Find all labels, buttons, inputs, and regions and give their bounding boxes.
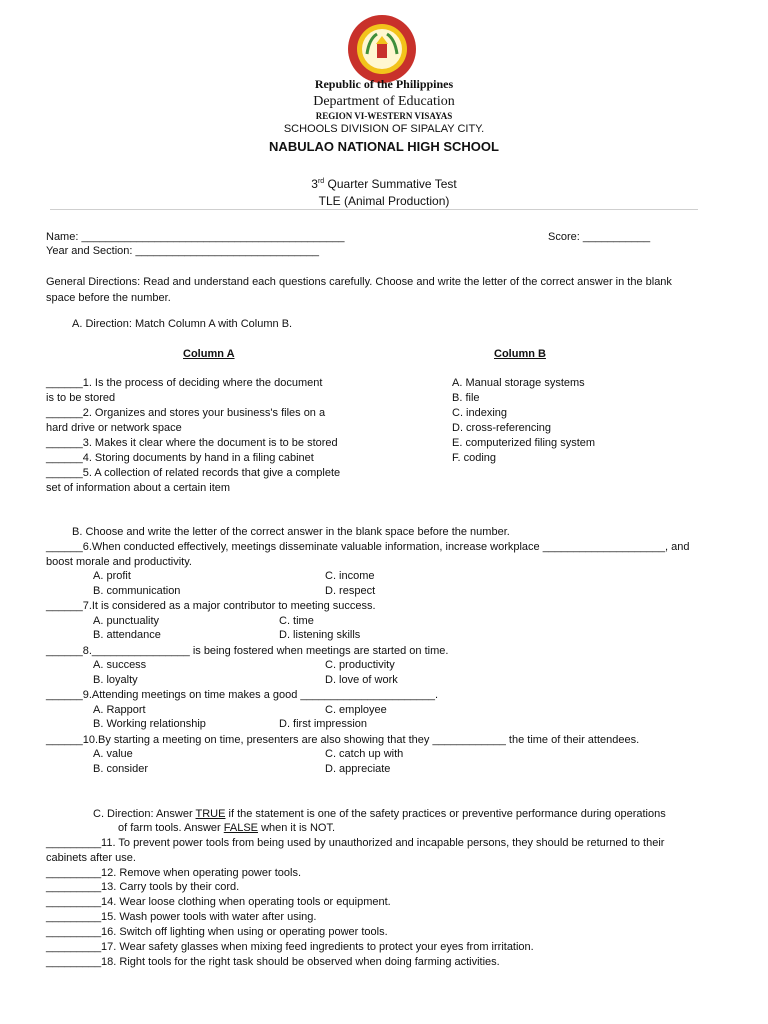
choice: B. loyalty <box>93 674 138 686</box>
col-b-line: A. Manual storage systems <box>452 377 585 389</box>
choice: D. appreciate <box>325 763 391 775</box>
choice: C. productivity <box>325 659 395 671</box>
statement-item: _________17. Wear safety glasses when mixing feed ingredients to protect your eyes from irritation. <box>46 941 534 953</box>
header-divider <box>50 209 698 210</box>
name-field: Name: ___________________________________________ <box>46 231 345 243</box>
col-a-line: ______2. Organizes and stores your business's files on a <box>46 407 326 419</box>
school-seal-logo <box>347 14 417 84</box>
column-b-header: Column B <box>494 348 546 360</box>
statement-item: _________14. Wear loose clothing when operating tools or equipment. <box>46 896 391 908</box>
choice: B. communication <box>93 585 181 597</box>
republic-heading: Republic of the Philippines <box>314 77 454 91</box>
col-a-line: hard drive or network space <box>46 422 182 434</box>
choice: C. catch up with <box>325 748 404 760</box>
subject-title: TLE (Animal Production) <box>318 194 450 208</box>
col-b-line: E. computerized filing system <box>452 437 596 449</box>
question-8: ______8.________________ is being fostered when meetings are started on time. <box>46 645 449 657</box>
school-name: NABULAO NATIONAL HIGH SCHOOL <box>269 139 499 154</box>
choice: C. time <box>279 615 314 627</box>
part-c-direction: C. Direction: Answer TRUE if the statement is one of the safety practices or preventive performance during operations <box>93 808 666 820</box>
choice: A. success <box>93 659 147 671</box>
test-title: 3rd Quarter Summative Test <box>311 177 457 191</box>
part-c-direction-cont: of farm tools. Answer FALSE when it is NOT. <box>118 822 336 834</box>
question-6-cont: boost morale and productivity. <box>46 556 192 568</box>
department-heading: Department of Education <box>313 94 455 109</box>
choice: B. attendance <box>93 629 161 641</box>
statement-item: _________11. To prevent power tools from being used by unauthorized and incapable persons, they should be returned to their <box>46 837 665 849</box>
part-b-direction: B. Choose and write the letter of the correct answer in the blank space before the number. <box>72 526 510 538</box>
question-9: ______9.Attending meetings on time makes a good ______________________. <box>46 689 439 701</box>
choice: A. profit <box>93 570 131 582</box>
choice: D. first impression <box>279 718 368 730</box>
part-a-direction: A. Direction: Match Column A with Column B. <box>72 318 293 330</box>
region-heading: REGION VI-WESTERN VISAYAS <box>315 111 453 121</box>
col-b-line: D. cross-referencing <box>452 422 552 434</box>
statement-item: cabinets after use. <box>46 852 136 864</box>
col-b-line: F. coding <box>452 452 497 464</box>
col-a-line: ______1. Is the process of deciding where the document <box>46 377 323 389</box>
choice: A. punctuality <box>93 615 160 627</box>
choice: D. love of work <box>325 674 398 686</box>
col-a-line: is to be stored <box>46 392 116 404</box>
col-a-line: ______3. Makes it clear where the document is to be stored <box>46 437 338 449</box>
col-b-line: B. file <box>452 392 480 404</box>
choice: D. respect <box>325 585 376 597</box>
question-10: ______10.By starting a meeting on time, presenters are also showing that they ____________ the time of their attendees. <box>46 734 640 746</box>
choice: A. value <box>93 748 133 760</box>
col-a-line: ______5. A collection of related records that give a complete <box>46 467 341 479</box>
question-7: ______7.It is considered as a major contributor to meeting success. <box>46 600 376 612</box>
statement-item: _________16. Switch off lighting when using or operating power tools. <box>46 926 388 938</box>
general-directions-line1: General Directions: Read and understand each questions carefully. Choose and write the letter of the correct answer in the blank <box>46 276 672 288</box>
choice: A. Rapport <box>93 704 146 716</box>
score-field: Score: ___________ <box>548 231 651 243</box>
statement-item: _________12. Remove when operating power tools. <box>46 867 302 879</box>
choice: D. listening skills <box>279 629 361 641</box>
statement-item: _________13. Carry tools by their cord. <box>46 881 240 893</box>
year-section-field: Year and Section: ______________________________ <box>46 245 320 257</box>
statement-item: _________15. Wash power tools with water after using. <box>46 911 317 923</box>
general-directions-line2: space before the number. <box>46 292 171 304</box>
col-b-line: C. indexing <box>452 407 508 419</box>
division-heading: SCHOOLS DIVISION OF SIPALAY CITY. <box>283 123 485 135</box>
statement-item: _________18. Right tools for the right task should be observed when doing farming activities. <box>46 956 500 968</box>
col-a-line: ______4. Storing documents by hand in a filing cabinet <box>46 452 314 464</box>
choice: C. income <box>325 570 375 582</box>
col-a-line: set of information about a certain item <box>46 482 231 494</box>
choice: C. employee <box>325 704 387 716</box>
choice: B. consider <box>93 763 149 775</box>
question-6: ______6.When conducted effectively, meetings disseminate valuable information, increase workplace ____________________, and <box>46 541 690 553</box>
choice: B. Working relationship <box>93 718 206 730</box>
column-a-header: Column A <box>183 348 235 360</box>
